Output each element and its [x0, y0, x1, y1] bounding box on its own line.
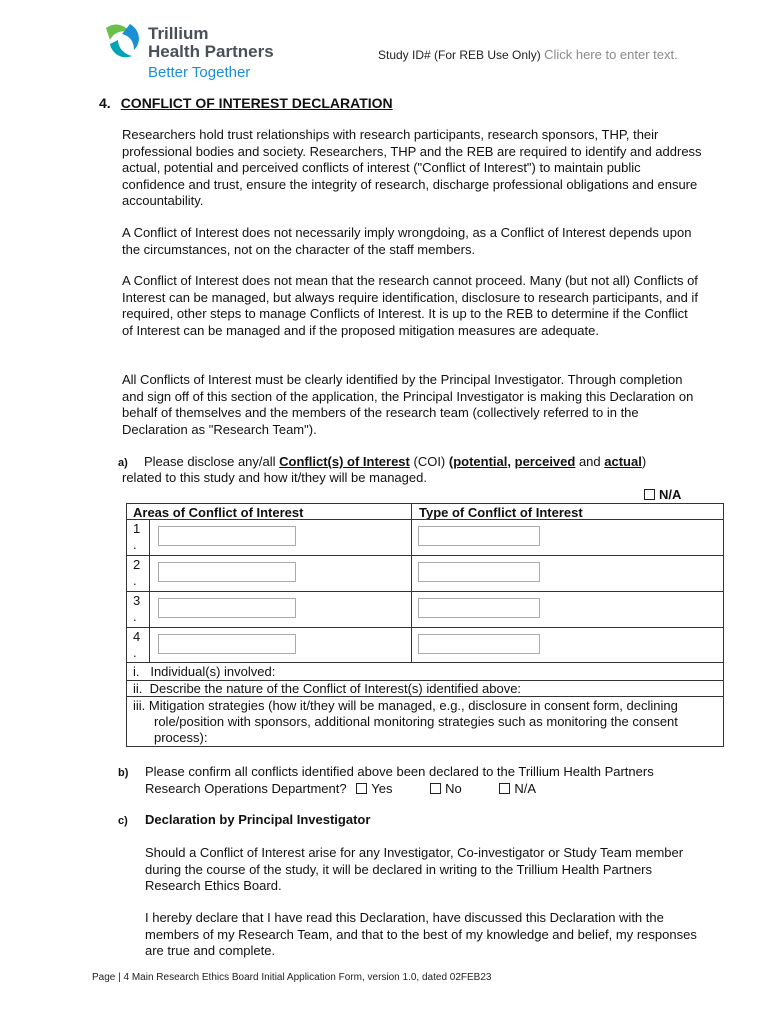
item-b-yes-checkbox[interactable]: Yes	[356, 781, 392, 796]
note-nature[interactable]: ii. Describe the nature of the Conflict of Interest(s) identified above:	[133, 681, 522, 696]
item-a-paren-open: (	[448, 454, 454, 469]
area-input-1[interactable]	[158, 526, 296, 546]
item-a-text-mid: (COI)	[409, 454, 449, 469]
item-a-na-label: N/A	[659, 487, 682, 502]
checkbox-icon	[644, 489, 655, 500]
section-heading	[99, 95, 393, 111]
logo-tagline: Better Together	[148, 64, 251, 81]
item-a-paren-close: )	[641, 454, 647, 469]
section-title: CONFLICT OF INTEREST DECLARATION	[120, 95, 393, 111]
note-individuals[interactable]: i. Individual(s) involved:	[133, 664, 276, 679]
item-a-text-pre: Please disclose any/all	[144, 454, 280, 469]
item-c-paragraph-1: Should a Conflict of Interest arise for any Investigator, Co-investigator or Study Team member during the course of the study, it will be declared in writing to the Trillium Health Partners Research Ethics Board.	[145, 845, 684, 893]
item-b-na-checkbox[interactable]: N/A	[499, 781, 536, 796]
item-b-question-line2: Research Operations Department?	[145, 781, 347, 796]
item-a-potential: potential	[453, 454, 508, 469]
item-b-question: Please confirm all conflicts identified above been declared to the Trillium Health Partners	[145, 764, 654, 779]
item-a-perceived: perceived	[514, 454, 576, 469]
item-a-and: and	[575, 454, 605, 469]
intro-paragraph-4: All Conflicts of Interest must be clearly identified by the Principal Investigator. Through completion and sign off of this section of the application, the Principal Investigator is making this Declaration on behalf of themselves and the members of the research team (collectively referred to in the Declaration as "Research Team").	[122, 372, 694, 437]
type-input-3[interactable]	[418, 598, 540, 618]
item-b-label: b)	[118, 767, 129, 779]
note-mitigation-line3: process):	[154, 730, 208, 745]
checkbox-icon	[430, 783, 441, 794]
type-input-4[interactable]	[418, 634, 540, 654]
item-a-comma: ,	[507, 454, 515, 469]
item-a-actual: actual	[604, 454, 642, 469]
study-id-label: Study ID# (For REB Use Only)	[378, 48, 541, 62]
logo-name-line1: Trillium	[148, 24, 209, 43]
item-a-question-line2: related to this study and how it/they will be managed.	[122, 470, 427, 485]
type-input-1[interactable]	[418, 526, 540, 546]
row-number: 1 .	[133, 521, 141, 552]
coi-table	[126, 503, 724, 747]
page-footer: Page | 4 Main Research Ethics Board Initial Application Form, version 1.0, dated 02FEB23	[92, 972, 492, 983]
item-b-options	[145, 781, 536, 796]
trillium-logo-icon	[100, 20, 144, 62]
study-id-row	[378, 47, 678, 62]
row-number: 4 .	[133, 629, 141, 660]
area-input-4[interactable]	[158, 634, 296, 654]
item-a-coi: Conflict(s) of Interest	[279, 454, 410, 469]
checkbox-icon	[499, 783, 510, 794]
intro-paragraph-2: A Conflict of Interest does not necessarily imply wrongdoing, as a Conflict of Interest depends upon the circumstances, not on the character of the staff members.	[122, 225, 692, 257]
area-input-3[interactable]	[158, 598, 296, 618]
item-b-no-checkbox[interactable]: No	[430, 781, 462, 796]
logo-name-line2: Health Partners	[148, 42, 274, 61]
item-c-paragraph-2: I hereby declare that I have read this Declaration, have discussed this Declaration with the members of my Research Team, and that to the best of my knowledge and belief, my responses are true and complete.	[145, 910, 697, 958]
note-mitigation[interactable]: iii. Mitigation strategies (how it/they will be managed, e.g., disclosure in consent form, declining	[133, 698, 678, 713]
study-id-input[interactable]: Click here to enter text.	[544, 47, 678, 62]
section-number: 4.	[99, 95, 111, 111]
item-a-na-checkbox[interactable]	[644, 487, 681, 502]
col-header-type: Type of Conflict of Interest	[419, 505, 583, 520]
area-input-2[interactable]	[158, 562, 296, 582]
col-header-areas: Areas of Conflict of Interest	[133, 505, 304, 520]
item-c-title: Declaration by Principal Investigator	[145, 812, 371, 827]
row-number: 2 .	[133, 557, 141, 588]
item-a-question	[144, 454, 704, 471]
row-number: 3 .	[133, 593, 141, 624]
intro-paragraph-1: Researchers hold trust relationships with research participants, research sponsors, THP, their professional bodies and society. Researchers, THP and the REB are required to identify and address actual, potential and perceived conflicts of interest ("Conflict of Interest") to maintain public confidence and trust, ensure the integrity of research, discharge professional obligations and ensure accountability.	[122, 127, 702, 208]
item-c-label: c)	[118, 815, 128, 827]
note-mitigation-line2: role/position with sponsors, additional monitoring strategies such as monitoring the consent	[154, 714, 678, 729]
type-input-2[interactable]	[418, 562, 540, 582]
item-a-label: a)	[118, 457, 128, 469]
intro-paragraph-3: A Conflict of Interest does not mean that the research cannot proceed. Many (but not all) Conflicts of Interest can be managed, but always require identification, disclosure to research participants, and if required, other steps to manage Conflicts of Interest. It is up to the REB to determine if the Conflict of Interest can be managed and if the proposed mitigation measures are adequate.	[122, 273, 698, 338]
checkbox-icon	[356, 783, 367, 794]
